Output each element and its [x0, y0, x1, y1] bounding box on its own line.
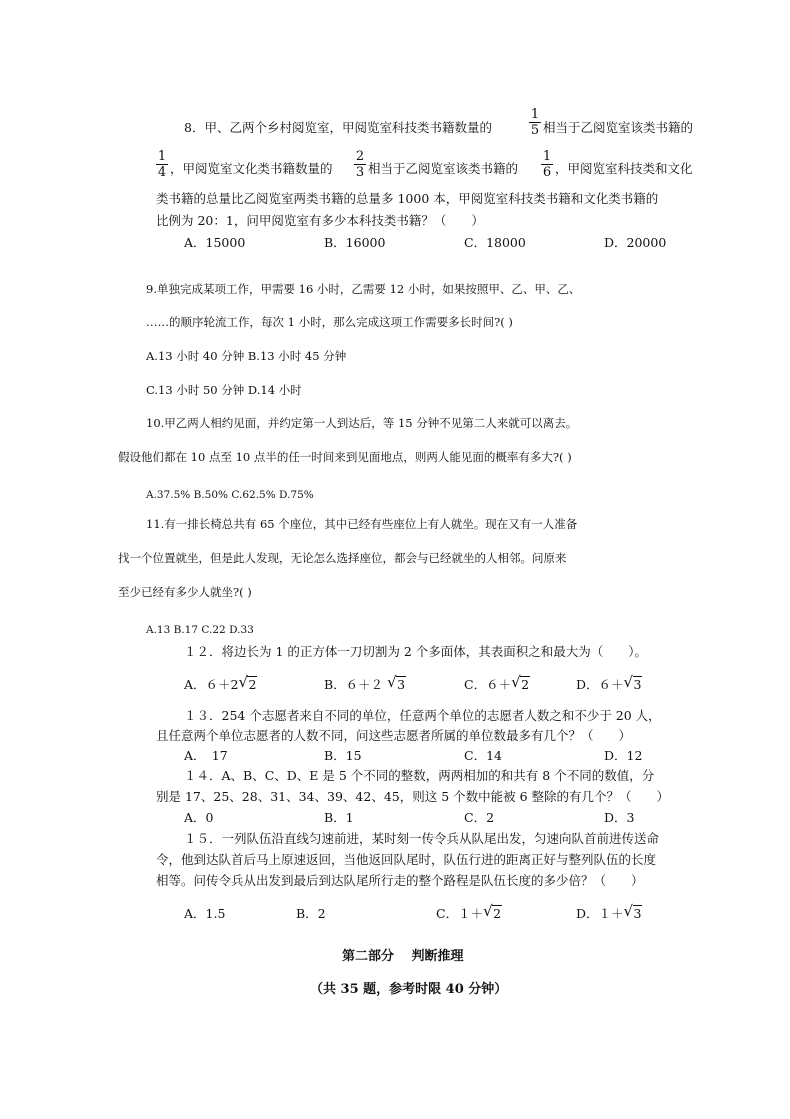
- q12-option-a: [184, 677, 257, 693]
- fraction-1-6: [541, 150, 553, 179]
- q11-line4: A.13 B.17 C.22 D.33: [146, 624, 254, 636]
- q13-option-b: B．15: [324, 748, 362, 763]
- option-label: C．１＋: [436, 906, 484, 921]
- q15-line3: 相等。问传令兵从出发到最后到达队尾所行走的整个路程是队伍长度的多少倍？（ ）: [156, 873, 644, 888]
- radicand: 3: [633, 677, 642, 692]
- q13-option-a: A． 17: [184, 748, 228, 763]
- fraction-2-3: [354, 150, 366, 179]
- option-label: B．６＋２: [324, 677, 384, 692]
- fraction-numerator: 2: [355, 149, 365, 164]
- radicand: 2: [521, 677, 530, 692]
- q14-option-c: C．2: [464, 810, 495, 825]
- q8-line4: 比例为 20：1，问甲阅览室有多少本科技类书籍？（ ）: [156, 213, 484, 228]
- sqrt-icon: [483, 906, 502, 922]
- q8-option-a: A．15000: [184, 235, 246, 250]
- fraction-numerator: 1: [157, 149, 167, 164]
- q10-line1: 10.甲乙两人相约见面，并约定第一人到达后，等 15 分钟不见第二人来就可以离去。: [146, 416, 578, 430]
- sqrt-icon: [624, 677, 643, 693]
- q8-line2a: ，甲阅览室文化类书籍数量的: [170, 161, 333, 176]
- q8-line2b: 相当于乙阅览室该类书籍的: [368, 161, 519, 176]
- q8-line3: 类书籍的总量比乙阅览室两类书籍的总量多 1000 本，甲阅览室科技类书籍和文化类书籍的: [156, 191, 659, 206]
- q14-line1: １４．A、B、C、D、E 是 5 个不同的整数，两两相加的和共有 8 个不同的数值，分: [184, 768, 655, 783]
- sqrt-icon: [387, 677, 406, 693]
- section-subtitle: （共 35 题，参考时限 40 分钟）: [310, 982, 508, 997]
- q14-option-d: D．3: [604, 810, 635, 825]
- q11-line1: 11.有一排长椅总共有 65 个座位，其中已经有些座位上有人就坐。现在又有一人准备: [146, 517, 578, 531]
- q15-option-d: [576, 906, 642, 922]
- q15-option-c: [436, 906, 502, 922]
- q15-line1: １５．一列队伍沿直线匀速前进，某时刻一传令兵从队尾出发，匀速向队首前进传送命: [184, 831, 660, 846]
- q11-line2: 找一个位置就坐，但是此人发现，无论怎么选择座位，都会与已经就坐的人相邻。问原来: [118, 551, 567, 565]
- fraction-denominator: 6: [542, 165, 552, 180]
- q8-line1a: 8．甲、乙两个乡村阅览室，甲阅览室科技类书籍数量的: [184, 120, 492, 135]
- q14-option-b: B．1: [324, 810, 354, 825]
- q9-line2: ……的顺序轮流工作，每次 1 小时，那么完成这项工作需要多长时间?( ): [146, 315, 513, 329]
- fraction-denominator: 4: [157, 165, 167, 180]
- fraction-denominator: 5: [530, 123, 540, 138]
- radicand: 3: [633, 906, 642, 921]
- sqrt-icon: [511, 677, 530, 693]
- q8-line1b: 相当于乙阅览室该类书籍的: [543, 120, 694, 135]
- q15-line2: 令，他到达队首后马上原速返回，当他返回队尾时，队伍行进的距离正好与整列队伍的长度: [156, 852, 657, 867]
- q15-option-a: A．1.5: [184, 906, 226, 921]
- q12-option-b: [324, 677, 406, 693]
- q14-line2: 别是 17、25、28、31、34、39、42、45，则这 5 个数中能被 6 整除的有几个？（ ）: [156, 789, 670, 804]
- q13-option-d: D．12: [604, 748, 643, 763]
- q15-option-b: B．2: [296, 906, 326, 921]
- q12-line1: １２．将边长为 1 的正方体一刀切割为 2 个多面体，其表面积之和最大为（ ）。: [184, 644, 648, 659]
- fraction-1-5: [529, 108, 541, 137]
- q10-line3: A.37.5% B.50% C.62.5% D.75%: [146, 489, 314, 501]
- q12-option-c: [464, 677, 530, 693]
- option-label: D．１＋: [576, 906, 624, 921]
- option-label: C．６＋: [464, 677, 512, 692]
- option-label: A．６＋2: [184, 677, 239, 692]
- sqrt-icon: [238, 677, 257, 693]
- sqrt-icon: [624, 906, 643, 922]
- q8-option-b: B．16000: [324, 235, 386, 250]
- q13-line1: １３．254 个志愿者来自不同的单位，任意两个单位的志愿者人数之和不少于 20 人，: [184, 708, 661, 723]
- q9-line1: 9.单独完成某项工作，甲需要 16 小时，乙需要 12 小时，如果按照甲、乙、甲、乙、: [146, 282, 581, 296]
- fraction-1-4: [156, 150, 168, 179]
- q14-option-a: A．0: [184, 810, 214, 825]
- q9-line3: A.13 小时 40 分钟 B.13 小时 45 分钟: [146, 349, 347, 363]
- option-label: D．６＋: [576, 677, 624, 692]
- section-title: 第二部分 判断推理: [342, 949, 464, 964]
- q10-line2: 假设他们都在 10 点至 10 点半的任一时间来到见面地点，则两人能见面的概率有多大?( ): [118, 450, 572, 464]
- radicand: 3: [397, 677, 406, 692]
- q8-option-d: D．20000: [604, 235, 667, 250]
- q8-option-c: C．18000: [464, 235, 526, 250]
- fraction-denominator: 3: [355, 165, 365, 180]
- q9-line4: C.13 小时 50 分钟 D.14 小时: [146, 383, 302, 397]
- q13-line2: 且任意两个单位志愿者的人数不同，问这些志愿者所属的单位数最多有几个？（ ）: [156, 728, 632, 743]
- fraction-numerator: 1: [542, 149, 552, 164]
- radicand: 2: [493, 906, 502, 921]
- q12-option-d: [576, 677, 642, 693]
- q11-line3: 至少已经有多少人就坐?( ): [118, 585, 252, 599]
- radicand: 2: [248, 677, 257, 692]
- q8-line2c: ，甲阅览室科技类和文化: [555, 161, 693, 176]
- q13-option-c: C．14: [464, 748, 502, 763]
- fraction-numerator: 1: [530, 107, 540, 122]
